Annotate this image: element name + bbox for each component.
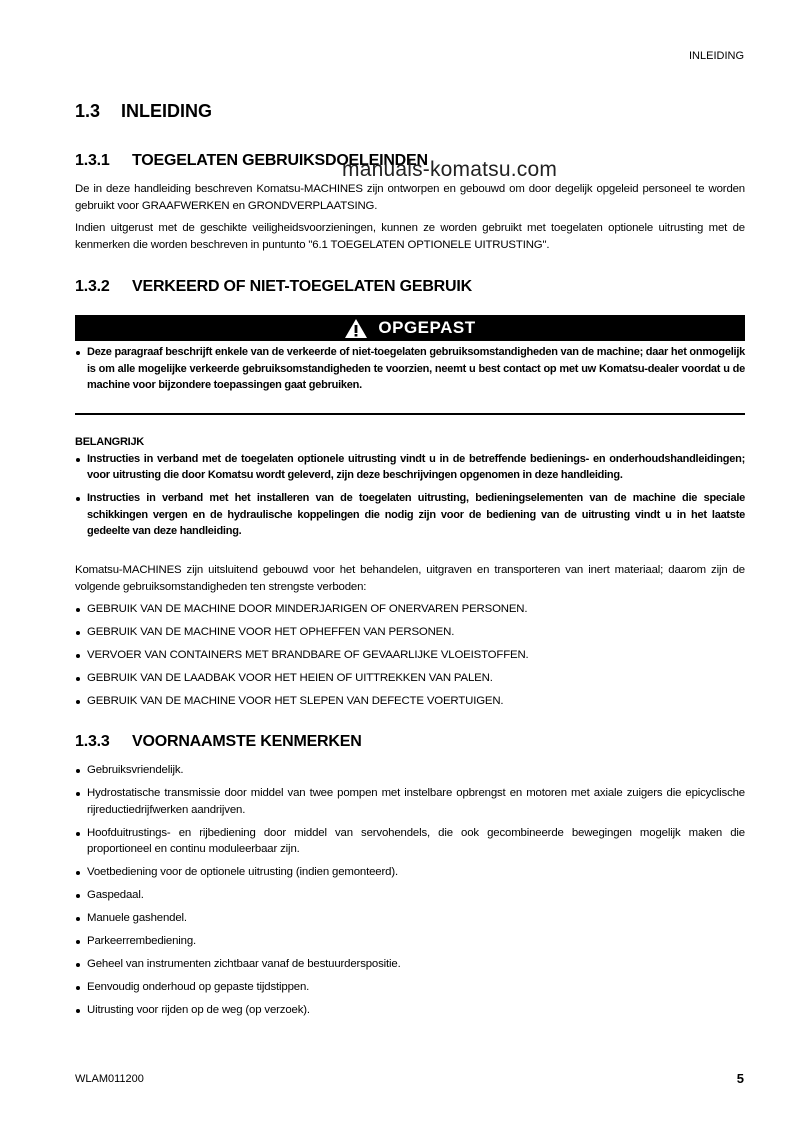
list-item: Manuele gashendel. xyxy=(75,910,745,927)
list-item: Instructies in verband met de toegelaten optionele uitrusting vindt u in de betreffende bedienings- en onderhoudshandleidingen; voor uitrusting die door Komatsu wordt geleverd, zijn deze beschrijvingen opgenomen in deze handleiding. xyxy=(75,451,745,484)
section-1-3-1-body xyxy=(75,181,745,259)
warning-banner xyxy=(75,315,745,341)
list-item: Gebruiksvriendelijk. xyxy=(75,762,745,779)
section-1-3-3-body xyxy=(75,762,745,1025)
page-number: 5 xyxy=(736,1071,744,1086)
paragraph: De in deze handleiding beschreven Komatsu-MACHINES zijn ontworpen en gebouwd om door degelijk opgeleid personeel te worden gebruikt voor GRAAFWERKEN en GRONDVERPLAATSING. xyxy=(75,183,745,212)
paragraph: Komatsu-MACHINES zijn uitsluitend gebouwd voor het behandelen, uitgraven en transporteren van inert materiaal; daarom zijn de volgende gebruiksomstandigheden ten strengste verboden: xyxy=(75,564,745,593)
list-item: GEBRUIK VAN DE MACHINE VOOR HET OPHEFFEN VAN PERSONEN. xyxy=(75,624,745,641)
document-code: WLAM011200 xyxy=(75,1073,144,1085)
page-title: 1.3 INLEIDING xyxy=(75,101,213,121)
list-item: Parkeerrembediening. xyxy=(75,933,745,950)
list-item: GEBRUIK VAN DE LAADBAK VOOR HET HEIEN OF UITTREKKEN VAN PALEN. xyxy=(75,670,745,687)
important-label: BELANGRIJK xyxy=(75,436,145,448)
list-item: Eenvoudig onderhoud op gepaste tijdstippen. xyxy=(75,979,745,996)
list-item: VERVOER VAN CONTAINERS MET BRANDBARE OF GEVAARLIJKE VLOEISTOFFEN. xyxy=(75,647,745,664)
warning-label: OPGEPAST xyxy=(378,318,476,337)
list-item: GEBRUIK VAN DE MACHINE DOOR MINDERJARIGEN OF ONERVAREN PERSONEN. xyxy=(75,601,745,618)
paragraph: Indien uitgerust met de geschikte veiligheidsvoorzieningen, kunnen ze worden gebruikt met toegelaten optionele uitrusting met de kenmerken die worden beschreven in puntunto "6.1 TOEGELATEN OPTIONELE UITRUSTING". xyxy=(75,222,745,251)
list-item: Hoofduitrustings- en rijbediening door middel van servohendels, die ook gecombineerde bewegingen mogelijk maken die proportioneel en continu moduleerbaar zijn. xyxy=(75,825,745,858)
list-item: Instructies in verband met het installeren van de toegelaten uitrusting, bedieningselementen van de machine die speciale schikkingen vergen en de hydraulische koppelingen die nodig zijn voor de bediening van de uitrusting vindt u in het laatste gedeelte van deze handleiding. xyxy=(75,490,745,540)
section-heading-1-3-2: 1.3.2 VERKEERD OF NIET-TOEGELATEN GEBRUIK xyxy=(75,278,472,295)
important-block xyxy=(75,434,745,546)
section-heading-1-3-1: 1.3.1 TOEGELATEN GEBRUIKSDOELEINDEN xyxy=(75,152,428,169)
list-item: Uitrusting voor rijden op de weg (op verzoek). xyxy=(75,1002,745,1019)
running-header: INLEIDING xyxy=(688,50,744,62)
section-1-3-2-body xyxy=(75,562,745,716)
list-item: GEBRUIK VAN DE MACHINE VOOR HET SLEPEN VAN DEFECTE VOERTUIGEN. xyxy=(75,693,745,710)
warning-triangle-icon xyxy=(344,318,368,339)
list-item: Deze paragraaf beschrijft enkele van de verkeerde of niet-toegelaten gebruiksomstandigheden van de machine; daar het onmogelijk is om alle mogelijke verkeerde gebruiksomstandigheden te voorzien, neemt u best contact op met uw Komatsu-dealer voordat u de machine voor bijzondere toepassingen gaat gebruiken. xyxy=(75,344,745,394)
warning-content xyxy=(75,344,745,400)
list-item: Geheel van instrumenten zichtbaar vanaf de bestuurderspositie. xyxy=(75,956,745,973)
watermark: manuals-komatsu.com xyxy=(342,158,558,181)
section-heading-1-3-3: 1.3.3 VOORNAAMSTE KENMERKEN xyxy=(75,733,362,750)
list-item: Gaspedaal. xyxy=(75,887,745,904)
list-item: Hydrostatische transmissie door middel van twee pompen met instelbare opbrengst en motoren met axiale zuigers die epicyclische rijreductiedrijfwerken aandrijven. xyxy=(75,785,745,818)
divider xyxy=(75,413,745,415)
list-item: Voetbediening voor de optionele uitrusting (indien gemonteerd). xyxy=(75,864,745,881)
